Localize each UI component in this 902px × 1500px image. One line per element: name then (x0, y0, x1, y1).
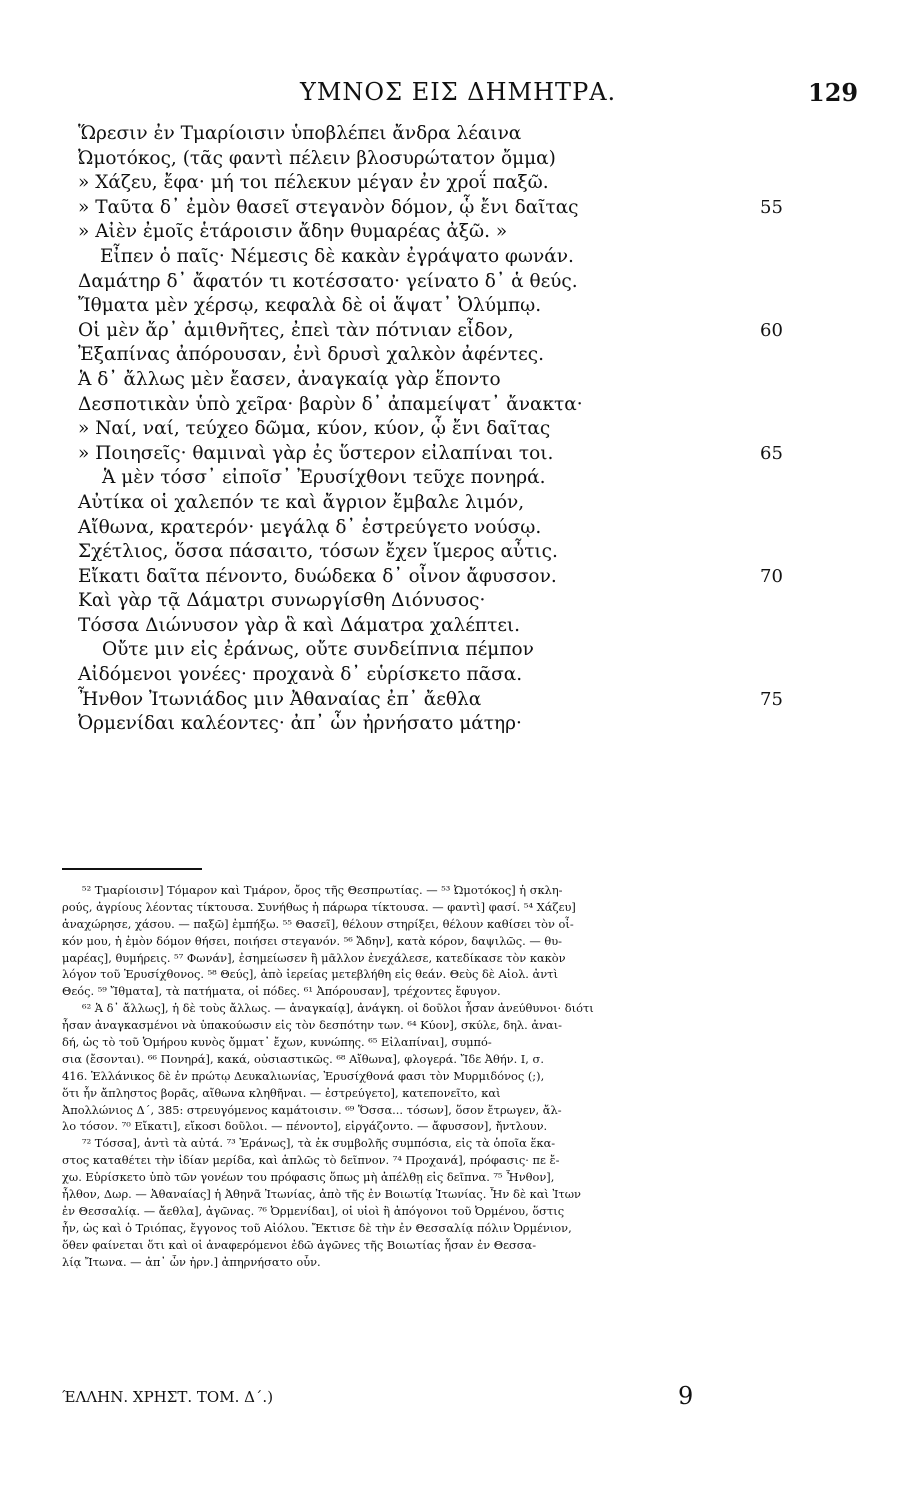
verse-line (0, 147, 902, 172)
verse-line (0, 491, 902, 516)
verse-line (0, 663, 902, 688)
verse-line (0, 638, 902, 663)
verse-text: Αἴθωνα, κρατερόν· μεγάλᾳ δ᾽ ἐστρεύγετο νούσῳ. (78, 516, 542, 538)
running-title: ΥΜΝΟΣ ΕΙΣ ΔΗΜΗΤΡΑ. (300, 78, 617, 106)
footnote-line: λίᾳ Ἴτωνα. — ἀπ᾽ ὧν ἠρν.] ἀπηρνήσατο οὖν. (62, 1254, 321, 1269)
verse-line (0, 393, 902, 418)
poem-verses (0, 122, 902, 737)
verse-line (0, 417, 902, 442)
printer-signature: ΈΛΛΗΝ. ΧΡΗΣΤ. ΤΟΜ. Δ΄.) (62, 1388, 274, 1406)
verse-text: Ὠμοτόκος, (τᾶς φαντὶ πέλειν βλοσυρώτατον ὄμμα) (78, 147, 556, 169)
verse-text: Δεσποτικὰν ὑπὸ χεῖρα· βαρὺν δ᾽ ἀπαμείψατ᾽ ἄνακτα· (78, 393, 583, 415)
verse-text: Σχέτλιος, ὅσσα πάσαιτο, τόσων ἔχεν ἵμερος αὖτις. (78, 541, 558, 563)
line-number: 70 (760, 565, 783, 587)
verse-line (0, 516, 902, 541)
verse-line (0, 319, 902, 344)
verse-text: Οὔτε μιν εἰς ἐράνως, οὔτε συνδείπνια πέμπον (102, 639, 534, 661)
verse-line (0, 171, 902, 196)
line-number: 60 (760, 319, 783, 341)
verse-line (0, 294, 902, 319)
verse-line (0, 712, 902, 737)
footnote-line: στος καταθέτει τὴν ἰδίαν μερίδα, καὶ ἁπλῶς τὸ δεῖπνον. ⁷⁴ Προχανά], πρόφασις· πε ἔ- (62, 1153, 560, 1168)
verse-line (0, 196, 902, 221)
footnote-line: λόγον τοῦ Ἐρυσίχθονος. ⁵⁸ Θεύς], ἀπὸ ἱερείας μετεβλήθη εἰς θεάν. Θεὺς δὲ Αἰολ. ἀντὶ (62, 967, 558, 982)
page-number: 129 (808, 78, 859, 107)
verse-line (0, 565, 902, 590)
footnote-line: ⁶² Ἁ δ᾽ ἄλλως], ἡ δὲ τοὺς ἄλλως. — ἀναγκαίᾳ], ἀνάγκη. οἱ δοῦλοι ἦσαν ἀνεύθυνοι· διότι (82, 1001, 594, 1016)
footnote-line: ὅθεν φαίνεται ὅτι καὶ οἱ ἀναφερόμενοι ἐδῶ ἀγῶνες τῆς Βοιωτίας ἦσαν ἐν Θεσσα- (62, 1237, 537, 1252)
verse-text: Ὥρεσιν ἐν Τμαρίοισιν ὑποβλέπει ἄνδρα λέαινα (78, 123, 522, 144)
footnote-line: Ἀπολλώνιος Δ΄, 385: στρευγόμενος καμάτοισιν. ⁶⁹ Ὅσσα... τόσων], ὅσον ἔτρωγεν, ἄλ- (62, 1102, 562, 1117)
page-footer (0, 1382, 902, 1414)
verse-line (0, 540, 902, 565)
verse-text: Αἰδόμενοι γονέες· προχανὰ δ᾽ εὑρίσκετο πᾶσα. (78, 664, 523, 686)
verse-line (0, 614, 902, 639)
verse-text: Ἴθματα μὲν χέρσῳ, κεφαλὰ δὲ οἱ ἅψατ᾽ Ὀλύμπῳ. (78, 295, 542, 317)
footnote-line: ⁵² Τμαρίοισιν] Τόμαρον καὶ Τμάρον, ὄρος τῆς Θεσπρωτίας. — ⁵³ Ὠμοτόκος] ἡ σκλη- (82, 883, 563, 897)
line-number: 55 (760, 196, 783, 218)
verse-line (0, 368, 902, 393)
line-number: 75 (760, 688, 783, 710)
verse-line (0, 688, 902, 713)
verse-text: Τόσσα Διώνυσον γὰρ ἃ καὶ Δάματρα χαλέπτει. (78, 614, 521, 636)
verse-text: » Ναί, ναί, τεύχεο δῶμα, κύον, κύον, ᾧ ἔνι δαῖτας (78, 418, 551, 440)
verse-line (0, 220, 902, 245)
footnote-line: ἐν Θεσσαλίᾳ. — ἄεθλα], ἀγῶνας. ⁷⁶ Ὀρμενίδαι], οἱ υἱοὶ ἢ ἀπόγονοι τοῦ Ὀρμένου, ὅστις (62, 1203, 565, 1218)
verse-line (0, 343, 902, 368)
footnote-divider (62, 868, 202, 870)
footnote-line: λο τόσον. ⁷⁰ Εἴκατι], εἴκοσι δοῦλοι. — πένοντο], εἰργάζοντο. — ἄφυσσον], ἤντλουν. (62, 1119, 548, 1134)
footnote-line: ἦλθον, Δωρ. — Ἀθαναίας] ἡ Ἀθηνᾶ Ἰτωνίας, ἀπὸ τῆς ἐν Βοιωτίᾳ Ἰτωνίας. Ἦν δὲ καὶ Ἰτων (62, 1187, 581, 1202)
footnote-line: σια (ἔσονται). ⁶⁶ Πονηρά], κακά, οὐσιαστικῶς. ⁶⁸ Αἴθωνα], φλογερά. Ἴδε Ἀθήν. Ι, σ. (62, 1051, 544, 1066)
verse-text: » Χάζευ, ἔφα· μή τοι πέλεκυν μέγαν ἐν χροΐ παξῶ. (78, 172, 549, 194)
verse-line (0, 466, 902, 491)
verse-text: Δαμάτηρ δ᾽ ἄφατόν τι κοτέσσατο· γείνατο δ᾽ ἁ θεύς. (78, 270, 578, 292)
footnote-line: δή, ὡς τὸ τοῦ Ὁμήρου κυνὸς ὄμματ᾽ ἔχων, κυνώπης. ⁶⁵ Εἰλαπίναι], συμπό- (62, 1035, 492, 1050)
verse-text: Καὶ γὰρ τᾷ Δάματρι συνωργίσθη Διόνυσος· (78, 590, 486, 612)
verse-text: Ἁ δ᾽ ἄλλως μὲν ἔασεν, ἀναγκαίᾳ γὰρ ἕποντο (78, 368, 501, 390)
verse-text: Ἦνθον Ἰτωνιάδος μιν Ἀθαναίας ἐπ᾽ ἄεθλα (78, 688, 482, 710)
verse-line (0, 122, 902, 147)
verse-text: Εἴκατι δαῖτα πένοντο, δυώδεκα δ᾽ οἶνον ἄφυσσον. (78, 565, 557, 587)
verse-text: Ἁ μὲν τόσσ᾽ εἰποῖσ᾽ Ἐρυσίχθονι τεῦχε πονηρά. (102, 467, 546, 489)
verse-text: Αὐτίκα οἱ χαλεπόν τε καὶ ἄγριον ἔμβαλε λιμόν, (78, 491, 525, 513)
footnote-line: ρούς, ἀγρίους λέοντας τίκτουσα. Συνήθως ἡ πάρωρα τίκτουσα. — φαντὶ] φασί. ⁵⁴ Χάζευ] (62, 899, 576, 914)
verse-text: » Ποιησεῖς· θαμιναὶ γὰρ ἐς ὕστερον εἰλαπίναι τοι. (78, 442, 554, 464)
verse-text: » Ταῦτα δ᾽ ἐμὸν θασεῖ στεγανὸν δόμον, ᾧ ἔνι δαῖτας (78, 196, 579, 218)
verse-line (0, 589, 902, 614)
footnote-line: 416. Ἑλλάνικος δὲ ἐν πρώτῳ Δευκαλιωνίας, Ἐρυσίχθονά φασι τὸν Μυρμιδόνος (;), (62, 1068, 545, 1083)
verse-text: Εἶπεν ὁ παῖς· Νέμεσις δὲ κακὰν ἐγράψατο φωνάν. (100, 245, 574, 267)
verse-text: » Αἰὲν ἐμοῖς ἑτάροισιν ἄδην θυμαρέας ἀξῶ. » (78, 221, 508, 243)
line-number: 65 (760, 442, 783, 464)
verse-text: Οἱ μὲν ἄρ᾽ ἀμιθνῆτες, ἐπεὶ τὰν πότνιαν εἶδον, (78, 319, 514, 341)
footnote-line: μαρέας], θυμήρεις. ⁵⁷ Φωνάν], ἐσημείωσεν ἢ μᾶλλον ἐνεχάλεσε, κατεδίκασε τὸν κακὸν (62, 950, 566, 965)
footnote-line: ἦν, ὡς καὶ ὁ Τριόπας, ἔγγονος τοῦ Αἰόλου. Ἔκτισε δὲ τὴν ἐν Θεσσαλίᾳ πόλιν Ὀρμένιον, (62, 1220, 572, 1235)
verse-line (0, 442, 902, 467)
footnote-line: κόν μου, ἡ ἐμὸν δόμον θήσει, ποιήσει στεγανόν. ⁵⁶ Ἄδην], κατὰ κόρον, δαψιλῶς. — θυ- (62, 933, 562, 948)
page-header (0, 78, 902, 118)
footnote-line: ἀναχώρησε, χάσου. — παξῶ] ἐμπήξω. ⁵⁵ Θασεῖ], θέλουν στηρίξει, θέλουν καθίσει τὸν οἶ- (62, 916, 574, 931)
verse-line (0, 270, 902, 295)
verse-text: Ὀρμενίδαι καλέοντες· ἀπ᾽ ὧν ἠρνήσατο μάτηρ· (78, 713, 522, 735)
footnote-line: ἦσαν ἀναγκασμένοι νὰ ὑπακούωσιν εἰς τὸν δεσπότην των. ⁶⁴ Κύον], σκύλε, δηλ. ἀναι- (62, 1018, 563, 1033)
verse-line (0, 245, 902, 270)
footnote-line: ⁷² Τόσσα], ἀντὶ τὰ αὐτά. ⁷³ Ἐράνως], τὰ ἐκ συμβολῆς συμπόσια, εἰς τὰ ὁποῖα ἕκα- (82, 1136, 556, 1151)
footnotes (62, 882, 762, 1270)
sheet-number: 9 (678, 1382, 694, 1410)
footnote-line: Θεός. ⁵⁹ Ἴθματα], τὰ πατήματα, οἱ πόδες. ⁶¹ Ἀπόρουσαν], τρέχοντες ἔφυγον. (62, 984, 501, 999)
footnote-line: χω. Εὑρίσκετο ὑπὸ τῶν γονέων του πρόφασις ὅπως μὴ ἀπέλθῃ εἰς δεῖπνα. ⁷⁵ Ἦνθον], (62, 1170, 555, 1185)
footnote-line: ὅτι ἦν ἄπληστος βορᾶς, αἴθωνα κληθῆναι. — ἐστρεύγετο], κατεπονεῖτο, καὶ (62, 1085, 501, 1100)
verse-text: Ἐξαπίνας ἀπόρουσαν, ἐνὶ δρυσὶ χαλκὸν ἀφέντες. (78, 344, 544, 366)
